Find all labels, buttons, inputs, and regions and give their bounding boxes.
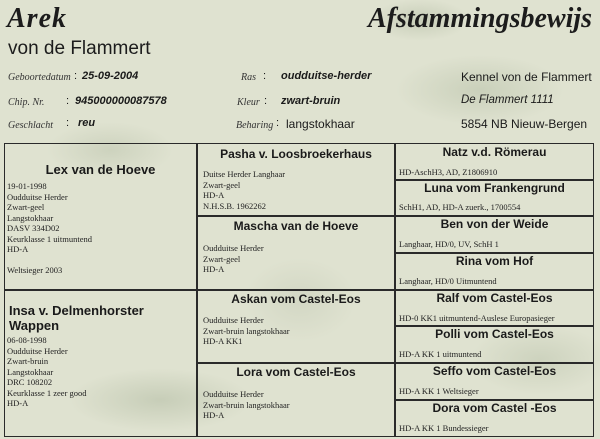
- detail-line: HD-A: [203, 410, 225, 420]
- detail-line: HD-A: [203, 190, 225, 200]
- ggp-detail: HD-A KK 1 Weltsieger: [399, 386, 479, 396]
- sire-dam-details: [198, 233, 394, 275]
- breed-label: Ras: [241, 72, 256, 83]
- detail-line: Duitse Herder Langhaar: [203, 169, 286, 179]
- detail-line: Zwart-geel: [203, 179, 241, 190]
- sire-detail-line: DASV 334D02: [7, 223, 60, 233]
- dam-sire-cell: [197, 290, 395, 363]
- sire-detail-line: HD-A: [7, 244, 29, 254]
- birth-date-label: Geboortedatum: [8, 72, 71, 83]
- ggp-cell-2: [395, 180, 594, 216]
- dam-detail-line: Langstokhaar: [7, 366, 54, 377]
- ggp-detail: HD-0 KK1 uitmuntend-Auslese Europasieger: [399, 313, 555, 323]
- sire-sire-details: [198, 161, 394, 211]
- dam-sire-name: Askan vom Castel-Eos: [231, 292, 361, 306]
- pedigree-table: [0, 141, 600, 439]
- ggp-cell-8: [395, 400, 594, 437]
- colon: :: [263, 70, 267, 82]
- dam-name: Insa v. Delmenhorster Wappen: [9, 303, 144, 333]
- ggp-cell-5: [395, 290, 594, 326]
- ggp-name: Rina vom Hof: [455, 254, 534, 268]
- detail-line: Oudduitse Herder: [203, 389, 264, 399]
- dam-detail-line: Oudduitse Herder: [7, 345, 68, 356]
- sex-label: Geschlacht: [8, 120, 53, 131]
- ggp-name: Ralf vom Castel-Eos: [436, 291, 553, 305]
- colon: :: [74, 70, 78, 82]
- dam-sire-details: [198, 306, 394, 347]
- colon: :: [276, 117, 280, 129]
- ggp-detail: Langhaar, HD/0 Uitmuntend: [399, 276, 497, 286]
- dam-dam-name: Lora vom Castel-Eos: [236, 365, 356, 379]
- sire-detail-line: 19-01-1998: [7, 181, 47, 191]
- ggp-cell-3: [395, 216, 594, 253]
- dam-detail-line: DRC 108202: [7, 377, 53, 387]
- sire-details: [5, 177, 196, 275]
- kennel-address-line1: De Flammert 1111: [461, 94, 554, 106]
- dam-detail-line: HD-A: [7, 398, 29, 408]
- ggp-cell-4: [395, 253, 594, 290]
- ggp-name: Dora vom Castel -Eos: [432, 401, 557, 415]
- dam-dam-cell: [197, 363, 395, 437]
- sire-cell: [4, 143, 197, 290]
- ggp-name: Natz v.d. Römerau: [442, 145, 547, 159]
- detail-line: Oudduitse Herder: [203, 315, 264, 325]
- colon: :: [264, 95, 268, 107]
- breed-value: oudduitse-herder: [281, 70, 372, 82]
- ggp-cell-7: [395, 363, 594, 400]
- ggp-name: Seffo vom Castel-Eos: [432, 364, 557, 378]
- kennel-line: von de Flammert: [8, 38, 151, 59]
- dam-detail-line: Keurklasse 1 zeer good: [7, 387, 87, 398]
- sex-value: reu: [78, 117, 96, 129]
- detail-line: Oudduitse Herder: [203, 243, 264, 253]
- dam-detail-line: Zwart-bruin: [7, 356, 49, 366]
- ggp-name: Luna vom Frankengrund: [424, 181, 565, 195]
- detail-line: Zwart-geel: [203, 253, 241, 264]
- sire-sire-name: Pasha v. Loosbroekerhaus: [220, 147, 372, 161]
- sire-detail-line: Keurklasse 1 uitmuntend: [7, 233, 92, 244]
- coat-value: langstokhaar: [286, 117, 355, 131]
- ggp-detail: Langhaar, HD/0, UV, SchH 1: [399, 239, 499, 249]
- document-title: Afstammingsbewijs: [368, 3, 593, 34]
- sire-detail-line: Langstokhaar: [7, 212, 54, 223]
- detail-line: HD-A: [203, 264, 225, 274]
- dam-dam-details: [198, 379, 394, 421]
- sire-detail-line: Oudduitse Herder: [7, 191, 68, 202]
- color-label: Kleur: [237, 97, 260, 108]
- ggp-detail: HD-A KK 1 uitmuntend: [399, 349, 482, 359]
- chip-label: Chip. Nr.: [8, 97, 45, 108]
- detail-line: Zwart-bruin langstokhaar: [203, 325, 290, 336]
- sire-dam-name: Mascha van de Hoeve: [233, 219, 359, 233]
- kennel-address-line2: 5854 NB Nieuw-Bergen: [461, 117, 588, 131]
- ggp-name: Polli vom Castel-Eos: [435, 327, 554, 341]
- sire-name: Lex van de Hoeve: [45, 162, 156, 177]
- ggp-detail: SchH1, AD, HD-A zuerk., 1700554: [399, 202, 521, 212]
- detail-line: N.H.S.B. 1962262: [203, 200, 267, 211]
- detail-line: Zwart-bruin langstokhaar: [203, 399, 290, 410]
- ggp-detail: HD-AschH3, AD, Z1806910: [399, 167, 498, 177]
- color-value: zwart-bruin: [281, 95, 341, 107]
- dam-cell: [4, 290, 197, 437]
- detail-line: HD-A KK1: [203, 336, 243, 346]
- sire-sire-cell: [197, 143, 395, 216]
- birth-date-value: 25-09-2004: [82, 70, 139, 82]
- ggp-name: Ben von der Weide: [440, 217, 549, 231]
- sire-detail-line: Zwart-geel: [7, 202, 45, 212]
- dam-details: [5, 333, 196, 409]
- dog-name-title: Arek: [7, 3, 67, 34]
- ggp-detail: HD-A KK 1 Bundessieger: [399, 423, 489, 433]
- coat-label: Beharing: [236, 120, 274, 131]
- ggp-cell-6: [395, 326, 594, 363]
- sire-dam-cell: [197, 216, 395, 290]
- ggp-cell-1: [395, 143, 594, 180]
- colon: :: [66, 95, 70, 107]
- chip-value: 945000000087578: [75, 95, 167, 107]
- colon: :: [66, 117, 70, 129]
- sire-title: Weltsieger 2003: [7, 264, 63, 275]
- dam-detail-line: 06-08-1998: [7, 335, 47, 345]
- kennel-name: Kennel von de Flammert: [461, 70, 592, 84]
